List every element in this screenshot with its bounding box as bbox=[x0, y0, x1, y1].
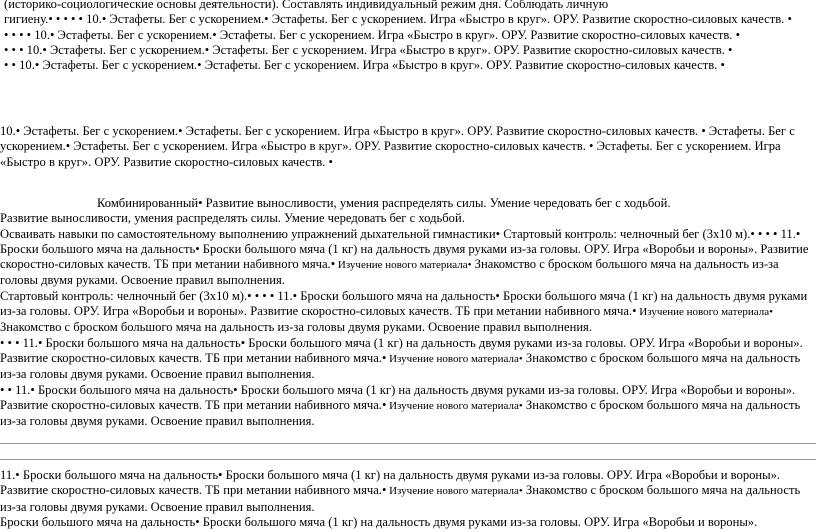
paragraph-text: 11.• Броски большого мяча на дальность• Броски большого мяча (1 кг) на дальность двумя руками из-за головы. ОРУ. Игра «Воробьи и вороны». Развитие скоростно-силовых качеств. ТБ при метании набивного мяча.• bbox=[0, 468, 781, 498]
text-line: гигиену.• • • • • 10.• Эстафеты. Бег с ускорением.• Эстафеты. Бег с ускорением. Игра «Быстро в круг». ОРУ. Развитие скоростно-силовых качеств. • bbox=[4, 12, 792, 27]
lesson-type-label: Изучение нового материала• bbox=[386, 485, 523, 498]
text-block-combined-lesson bbox=[0, 196, 812, 429]
paragraph: 10.• Эстафеты. Бег с ускорением.• Эстафеты. Бег с ускорением. Игра «Быстро в круг». ОРУ. Развитие скоростно-силовых качеств. • Эстафеты. Бег с ускорением.• Эстафеты. Бег с ускорением. Игра «Быстро в круг». ОРУ. Развитие скоростно-силовых качеств. • Эстафеты. Бег с ускорением. Игра «Быстро в круг». ОРУ. Развитие скоростно-силовых качеств. • bbox=[0, 124, 795, 169]
text-block-relay bbox=[4, 0, 812, 73]
text-line: • • 10.• Эстафеты. Бег с ускорением.• Эстафеты. Бег с ускорением. Игра «Быстро в круг». ОРУ. Развитие скоростно-силовых качеств. • bbox=[4, 58, 725, 73]
table-border bbox=[0, 443, 816, 444]
paragraph bbox=[0, 336, 812, 383]
lesson-type-label: Изучение нового материала• bbox=[636, 306, 773, 319]
paragraph-text: Знакомство с броском большого мяча на дальность из-за головы двумя руками. Освоение правил выполнения. bbox=[0, 320, 592, 335]
text-line: Развитие выносливости, умения распределять силы. Умение чередовать бег с ходьбой. bbox=[0, 211, 465, 226]
text-block-throwing bbox=[0, 468, 812, 530]
paragraph-text: Осваивать навыки по самостоятельному выполнению упражнений дыхательной гимнастики• Стартовый контроль: челночный бег (3х10 м).• • • • 11.• Броски большого мяча на дальность• Броски большого мяча (1 кг) на дальность двумя руками из-за головы. ОРУ. Игра «Воробьи и вороны». Развитие скоростно-силовых качеств. ТБ при метании набивного мяча.• bbox=[0, 226, 809, 272]
lesson-heading: Комбинированный• Развитие выносливости, умения распределять силы. Умение чередовать бег с ходьбой. bbox=[97, 196, 671, 210]
text-line: (историко-социологические основы деятельности). Составлять индивидуальный режим дня. Соблюдать личную bbox=[4, 0, 609, 11]
lesson-type-label: Изучение нового материала• bbox=[335, 259, 472, 272]
paragraph bbox=[0, 383, 812, 430]
lesson-type-label: Изучение нового материала• bbox=[386, 399, 523, 412]
paragraph: Броски большого мяча на дальность• Броски большого мяча (1 кг) на дальность двумя руками из-за головы. ОРУ. Игра «Воробьи и вороны». bbox=[0, 514, 758, 529]
paragraph-text: • • • 11.• Броски большого мяча на дальность• Броски большого мяча (1 кг) на дальность двумя руками из-за головы. ОРУ. Игра «Воробьи и вороны». Развитие скоростно-силовых качеств. ТБ при метании набивного мяча.• bbox=[0, 335, 803, 365]
text-block-relay-repeat bbox=[0, 124, 812, 170]
paragraph bbox=[0, 468, 812, 515]
table-border bbox=[0, 459, 816, 460]
paragraph-text: Знакомство с броском большого мяча на дальность из-за головы двумя руками. Освоение правил выполнения. bbox=[0, 257, 779, 288]
text-line: • • • 10.• Эстафеты. Бег с ускорением.• Эстафеты. Бег с ускорением. Игра «Быстро в круг». ОРУ. Развитие скоростно-силовых качеств. • bbox=[4, 42, 733, 57]
paragraph-text: Знакомство с броском большого мяча на дальность из-за головы двумя руками. Освоение правил выполнения. bbox=[0, 483, 801, 514]
paragraph bbox=[0, 289, 812, 336]
paragraph bbox=[0, 227, 812, 289]
paragraph-text: Стартовый контроль: челночный бег (3х10 м).• • • • 11.• Броски большого мяча на дальность• Броски большого мяча (1 кг) на дальность двумя руками из-за головы. ОРУ. Игра «Воробьи и вороны». Развитие скоростно-силовых качеств. ТБ при метании набивного мяча.• bbox=[0, 288, 808, 319]
paragraph-text: • • 11.• Броски большого мяча на дальность• Броски большого мяча (1 кг) на дальность двумя руками из-за головы. ОРУ. Игра «Воробьи и вороны». Развитие скоростно-силовых качеств. ТБ при метании набивного мяча.• bbox=[0, 382, 796, 412]
paragraph-text: Знакомство с броском большого мяча на дальность из-за головы двумя руками. Освоение правил выполнения. bbox=[0, 350, 801, 382]
paragraph-text: Знакомство с броском большого мяча на дальность из-за головы двумя руками. Освоение правил выполнения. bbox=[0, 397, 801, 429]
text-line: • • • • 10.• Эстафеты. Бег с ускорением.• Эстафеты. Бег с ускорением. Игра «Быстро в круг». ОРУ. Развитие скоростно-силовых качеств. • bbox=[4, 27, 740, 42]
lesson-type-label: Изучение нового материала• bbox=[386, 352, 523, 365]
